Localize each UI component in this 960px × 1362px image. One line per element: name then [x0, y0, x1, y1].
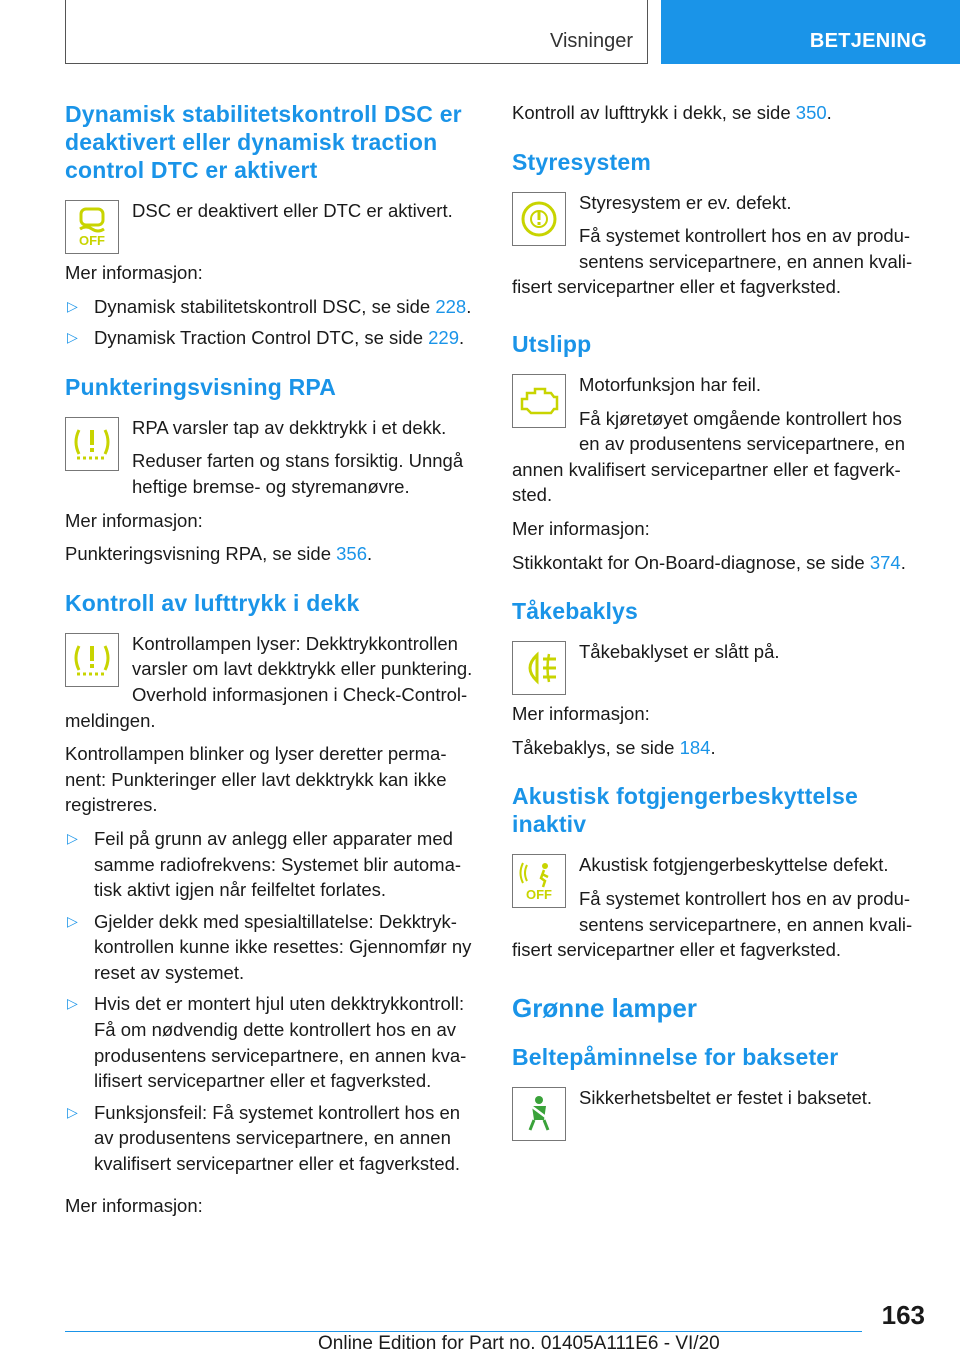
tpm-bullet-list [65, 826, 478, 1177]
footer-divider [65, 1331, 862, 1332]
section-dsc [65, 100, 478, 351]
pedestrian-text-2: Få systemet kontrollert hos en av produ-sentens servicepartnere, en annen kvali-fisert servicepartner eller et fagverksted. [512, 887, 913, 961]
page-number: 163 [881, 1300, 925, 1330]
list-item: ▷ Funksjonsfeil: Få systemet kontrollert hos en av produsentens servicepartnere, en annen kvalifisert servicepartner eller et fagverksted. [67, 1101, 461, 1175]
emission-ref: Stikkontakt for On-Board-diagnose, se side 374. [512, 551, 906, 573]
steering-wheel-warning-icon [512, 192, 566, 246]
emission-text-1: Motorfunksjon har feil. [579, 373, 762, 395]
section-foglight [512, 597, 926, 760]
dsc-off-icon [65, 200, 119, 254]
tire-pressure-warning-icon [65, 633, 119, 687]
rpa-ref: Punkteringsvisning RPA, se side 356. [65, 543, 373, 565]
rpa-text-1: RPA varsler tap av dekktrykk i et dekk. [132, 416, 447, 438]
list-item: ▷ Feil på grunn av anlegg eller apparater med samme radiofrekvens: Systemet blir automa-tisk aktivt igjen når feilfeltet forlates. [67, 827, 462, 901]
section-pedestrian [512, 782, 926, 970]
steering-text-1: Styresystem er ev. defekt. [579, 191, 792, 213]
section-pedestrian-title: Akustisk fotgjengerbeskyttelse inaktiv [512, 783, 859, 838]
foglight-more-label: Mer informasjon: [512, 703, 650, 725]
steering-text-2: Få systemet kontrollert hos en av produ-sentens servicepartnere, en annen kvali-fisert servicepartner eller et fagverksted. [512, 225, 913, 298]
list-item: ▷ Dynamisk stabilitetskontroll DSC, se side 228. [67, 295, 472, 317]
section-green-lamps-title: Grønne lamper [512, 992, 697, 1023]
rear-fog-light-icon [512, 641, 566, 695]
emission-text-2: Få kjøretøyet omgående kontrollert hos en av produsentens servicepartnere, en annen kvalifisert servicepartner eller et fagverk-sted. [512, 407, 906, 506]
dsc-ref-list [65, 294, 478, 351]
section-seatbelt [512, 1043, 926, 1147]
pedestrian-protection-off-icon [512, 854, 566, 908]
tire-pressure-warning-icon [65, 417, 119, 471]
page-link[interactable]: 229 [428, 327, 460, 349]
page-link[interactable]: 184 [679, 736, 711, 758]
section-steering-title: Styresystem [512, 148, 652, 175]
section-foglight-title: Tåkebaklys [512, 598, 639, 625]
section-emission [512, 330, 926, 575]
pedestrian-text-1: Akustisk fotgjengerbeskyttelse defekt. [579, 854, 889, 876]
dsc-text: DSC er deaktivert eller DTC er aktivert. [132, 200, 453, 221]
list-item: ▷ Dynamisk Traction Control DTC, se side 229. [67, 327, 465, 349]
header-chapter-title: BETJENING [809, 30, 927, 52]
section-steering [512, 148, 926, 308]
engine-check-icon [512, 374, 566, 428]
dsc-more-label: Mer informasjon: [65, 262, 203, 283]
header-section-box [65, 0, 648, 64]
emission-more-label: Mer informasjon: [512, 517, 650, 539]
section-rpa-title: Punkteringsvisning RPA [65, 373, 337, 400]
header-chapter-tab[interactable] [661, 0, 960, 64]
page-link[interactable]: 350 [795, 102, 827, 123]
section-tpm [65, 589, 478, 1218]
rpa-text-2: Reduser farten og stans forsiktig. Unngå heftige bremse- og styremanøvre. [132, 450, 464, 497]
header-section-title: Visninger [549, 30, 633, 52]
tpm-text-2: Kontrollampen blinker og lyser deretter perma-nent: Punkteringer eller lavt dekktrykk kan ikke registreres. [65, 743, 447, 816]
seatbelt-text-1: Sikkerhetsbeltet er festet i baksetet. [579, 1086, 873, 1108]
list-item: ▷ Hvis det er montert hjul uten dekktrykkontroll: Få om nødvendig dette kontrollert hos en av produsentens servicepartnere, en annen kva-lifisert servicepartner eller et fagverksted. [67, 993, 467, 1092]
right-column [512, 100, 926, 1169]
page-link[interactable]: 356 [336, 543, 367, 565]
foglight-text-1: Tåkebaklyset er slått på. [579, 641, 780, 663]
seatbelt-icon [512, 1087, 566, 1141]
tpm-more-label: Mer informasjon: [65, 1194, 203, 1216]
section-seatbelt-title: Beltepåminnelse for bakseter [512, 1043, 839, 1070]
page-link[interactable]: 374 [869, 551, 901, 573]
svg-text:OFF: OFF [526, 887, 552, 903]
section-green-lamps [512, 993, 926, 1023]
foglight-ref: Tåkebaklys, se side 184. [512, 736, 716, 758]
svg-text:OFF: OFF [79, 233, 105, 248]
section-tpm-title: Kontroll av lufttrykk i dekk [65, 589, 360, 616]
section-emission-title: Utslipp [512, 330, 592, 357]
section-dsc-title: Dynamisk stabilitetskontroll DSC er deaktivert eller dynamisk traction control DTC er aktivert [65, 101, 462, 183]
list-item: ▷ Gjelder dekk med spesialtillatelse: Dekktryk-kontrollen kunne ikke resettes: Gjennomfør ny reset av systemet. [67, 910, 472, 983]
footer-edition: Online Edition for Part no. 01405A111E6 - VI/20 [318, 1333, 720, 1354]
rpa-more-label: Mer informasjon: [65, 509, 203, 531]
left-column [65, 100, 478, 1240]
tpm-ref: Kontroll av lufttrykk i dekk, se side 350. [512, 102, 832, 123]
section-rpa [65, 373, 478, 567]
tpm-text-1: Kontrollampen lyser: Dekktrykkontrollen varsler om lavt dekktrykk eller punktering. Overhold informasjonen i Check-Control-meldingen. [65, 632, 473, 731]
page-link[interactable]: 228 [435, 295, 467, 317]
